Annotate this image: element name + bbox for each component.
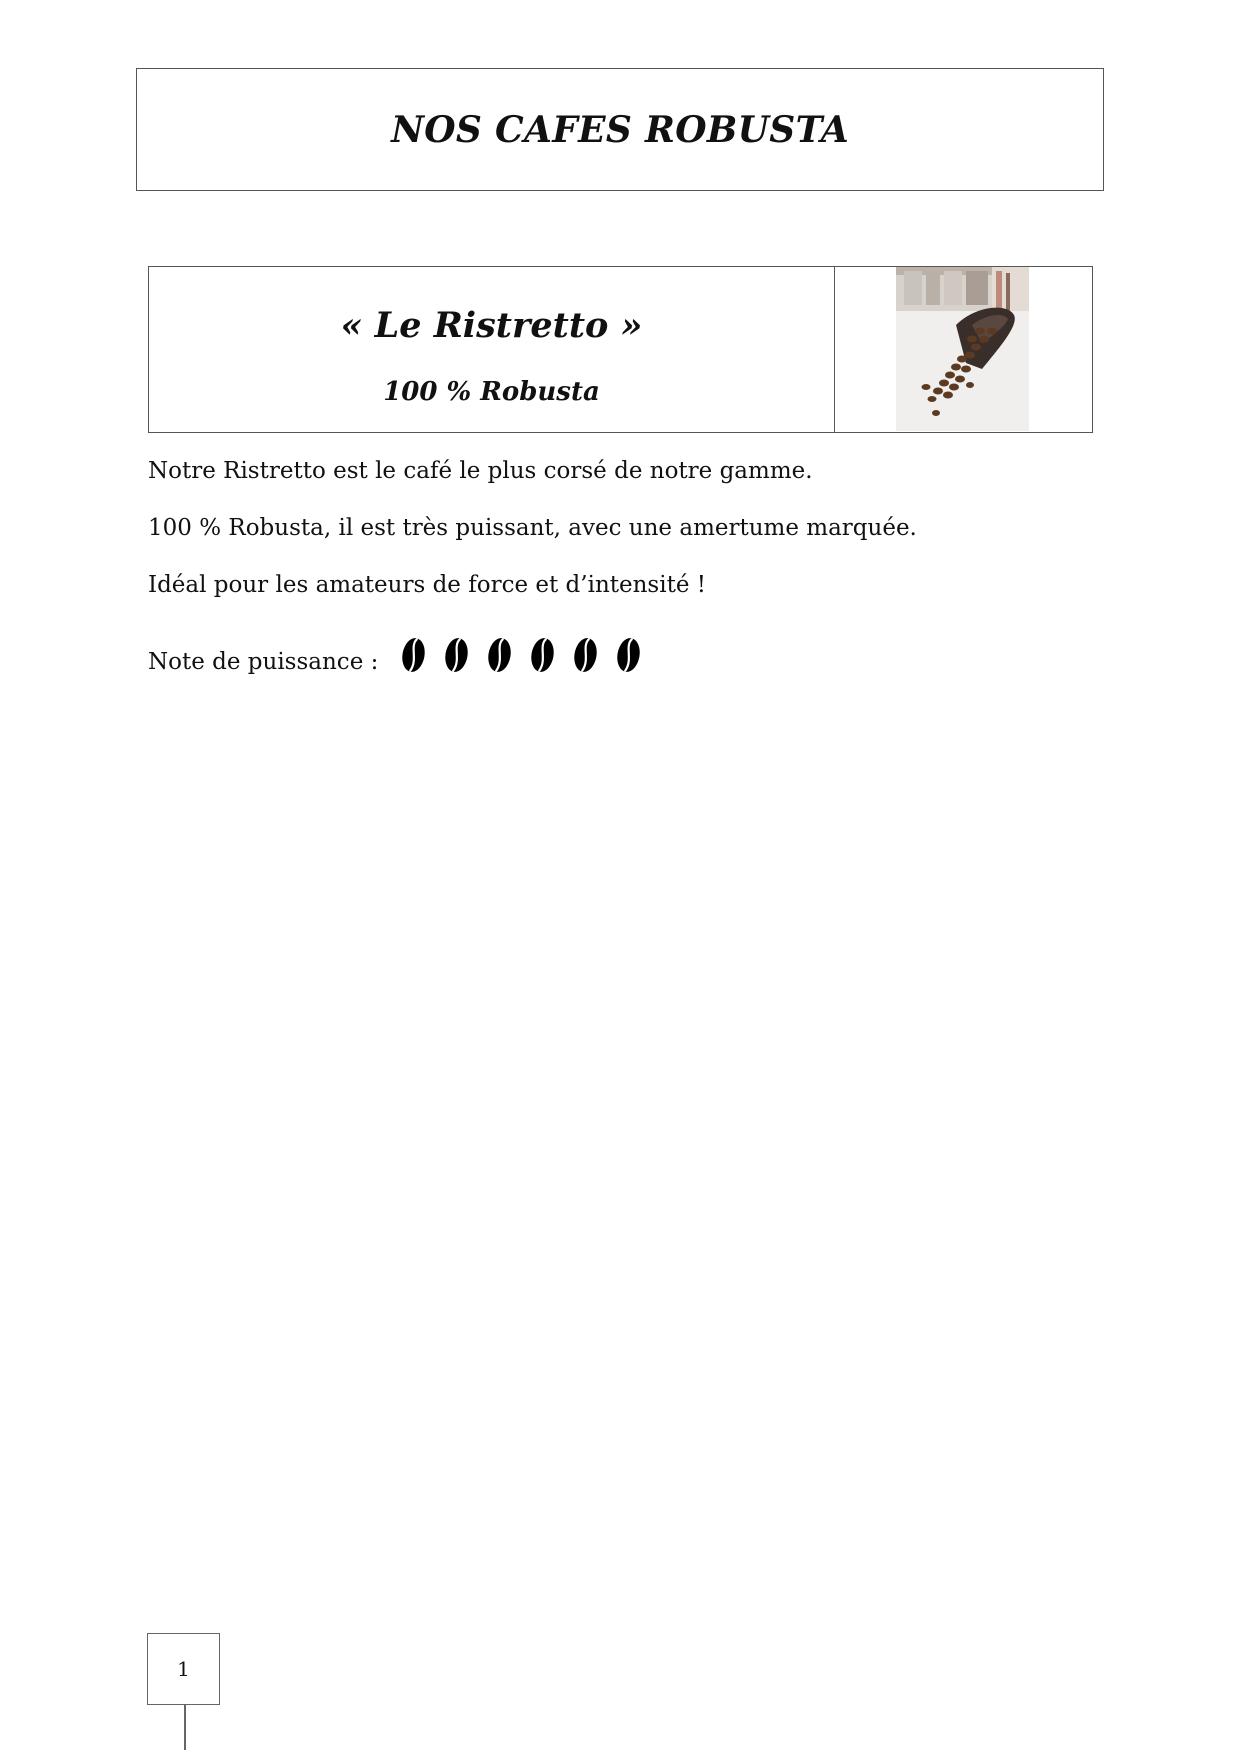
strength-rating xyxy=(148,634,650,676)
rating-label: Note de puissance : xyxy=(148,649,379,675)
product-photo-cell xyxy=(835,267,1092,432)
coffee-bean-icon xyxy=(564,635,607,675)
coffee-bean-icon xyxy=(478,635,521,675)
coffee-bean-icon xyxy=(435,635,478,675)
description-line-2: 100 % Robusta, il est très puissant, avec une amertume marquée. xyxy=(148,515,917,541)
page-header xyxy=(136,68,1104,191)
product-info xyxy=(149,267,835,432)
coffee-bean-icon xyxy=(607,635,650,675)
coffee-bean-icon xyxy=(392,635,435,675)
product-name: « Le Ristretto » xyxy=(340,305,643,346)
description-line-1: Notre Ristretto est le café le plus corsé de notre gamme. xyxy=(148,458,813,484)
product-type: 100 % Robusta xyxy=(383,377,600,407)
product-card xyxy=(148,266,1093,433)
page-title: NOS CAFES ROBUSTA xyxy=(391,108,849,151)
page-number: 1 xyxy=(177,1657,190,1681)
rating-beans xyxy=(392,635,650,675)
page-number-divider xyxy=(184,1705,186,1750)
description-line-3: Idéal pour les amateurs de force et d’intensité ! xyxy=(148,572,706,598)
coffee-beans-photo xyxy=(896,267,1029,431)
page-number-box xyxy=(147,1633,220,1705)
coffee-bean-icon xyxy=(521,635,564,675)
